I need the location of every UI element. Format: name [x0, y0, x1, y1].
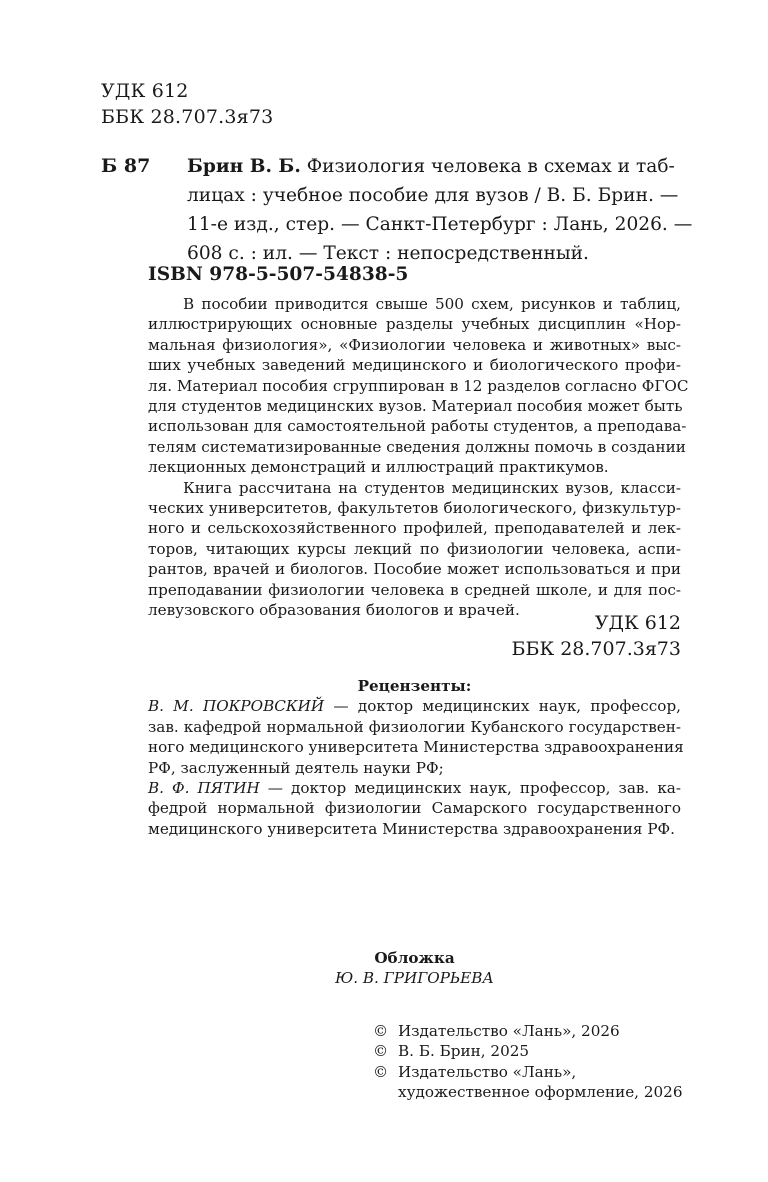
copyright-text: В. Б. Брин, 2025 — [398, 1042, 530, 1061]
reviewer-1-line: зав. кафедрой нормальной физиологии Кубанского государствен- — [148, 717, 681, 736]
cover-heading: Обложка — [374, 949, 455, 967]
copyright-icon: © — [373, 1022, 389, 1040]
description-line-3: 11-е изд., стер. — Санкт-Петербург : Лань, 2026. — — [187, 214, 693, 235]
abstract-line: Книга рассчитана на студентов медицинских вузов, класси- — [183, 478, 681, 497]
abstract-line: торов, читающих курсы лекций по физиологии человека, аспи- — [148, 539, 681, 558]
copyright-icon: © — [373, 1062, 389, 1081]
reviewer-1-line — [148, 696, 681, 716]
reviewer-2-title: — доктор медицинских наук, профессор, зав. ка- — [259, 779, 681, 798]
abstract-line: для студентов медицинских вузов. Материал пособия может быть — [148, 397, 683, 416]
reviewer-2-line — [148, 778, 681, 798]
reviewers-section — [148, 676, 684, 839]
cover-credit — [148, 948, 681, 989]
copyright-text: Издательство «Лань», 2026 — [398, 1022, 620, 1040]
abstract-line: иллюстрирующих основные разделы учебных дисциплин «Нор- — [148, 315, 681, 334]
cover-artist: Ю. В. ГРИГОРЬЕВА — [335, 969, 494, 988]
author-name: Брин В. Б. — [187, 156, 301, 177]
abstract-line: В пособии приводится свыше 500 схем, рисунков и таблиц, — [183, 295, 681, 313]
abstract-line: ного и сельскохозяйственного профилей, преподавателей и лек- — [148, 519, 681, 538]
copyright-item — [373, 1062, 693, 1103]
copyright-text: Издательство «Лань», — [398, 1062, 577, 1081]
abstract-line: ческих университетов, факультетов биологического, физкультур- — [148, 499, 681, 518]
reviewers-heading: Рецензенты: — [357, 677, 472, 695]
bbk-code: ББК 28.707.3я73 — [101, 106, 274, 128]
author-sign: Б 87 — [101, 155, 151, 177]
abstract-line: преподавании физиологии человека в средней школе, и для пос- — [148, 580, 681, 599]
copyright-item — [373, 1041, 693, 1061]
abstract-line: мальная физиология», «Физиологии человека и животных» выс- — [148, 335, 681, 354]
reviewer-1-name: В. М. ПОКРОВСКИЙ — [148, 697, 325, 716]
bbk-code-bottom: ББК 28.707.3я73 — [511, 638, 681, 660]
udk-code: УДК 612 — [101, 80, 189, 102]
reviewer-1-line: РФ, заслуженный деятель науки РФ; — [148, 758, 444, 777]
copyright-item — [373, 1021, 693, 1041]
copyright-notices — [373, 1021, 693, 1103]
abstract-line: использован для самостоятельной работы студентов, а преподава- — [148, 417, 687, 436]
title-start: Физиология человека в схемах и таб- — [300, 156, 675, 177]
abstract-line: телям систематизированные сведения должны помочь в создании — [148, 437, 686, 456]
description-line-2: лицах : учебное пособие для вузов / В. Б. Брин. — — [187, 185, 679, 206]
abstract-line: ших учебных заведений медицинского и биологического профи- — [148, 356, 681, 375]
reviewer-1-line: ного медицинского университета Министерства здравоохранения — [148, 738, 684, 757]
abstract-line: рантов, врачей и биологов. Пособие может использоваться и при — [148, 560, 681, 579]
reviewer-2-line: федрой нормальной физиологии Самарского государственного — [148, 799, 681, 818]
isbn: ISBN 978-5-507-54838-5 — [148, 264, 409, 285]
copyright-icon: © — [373, 1042, 389, 1061]
reviewer-1-title: — доктор медицинских наук, профессор, — [324, 697, 681, 716]
description-line-1 — [187, 152, 768, 181]
abstract-line: левузовского образования биологов и врачей. — [148, 601, 520, 620]
classification-header — [101, 78, 273, 130]
description-line-4: 608 с. : ил. — Текст : непосредственный. — [187, 243, 589, 264]
classification-footer — [505, 610, 681, 662]
reviewer-2-name: В. Ф. ПЯТИН — [148, 779, 260, 798]
abstract — [148, 294, 689, 621]
udk-code-bottom: УДК 612 — [594, 612, 681, 634]
copyright-text-continued: художественное оформление, 2026 — [398, 1083, 683, 1102]
abstract-line: лекционных демонстраций и иллюстраций практикумов. — [148, 458, 609, 477]
bibliographic-description — [187, 152, 768, 268]
reviewer-2-line: медицинского университета Министерства здравоохранения РФ. — [148, 819, 675, 838]
abstract-line: ля. Материал пособия сгруппирован в 12 разделов согласно ФГОС — [148, 376, 689, 395]
